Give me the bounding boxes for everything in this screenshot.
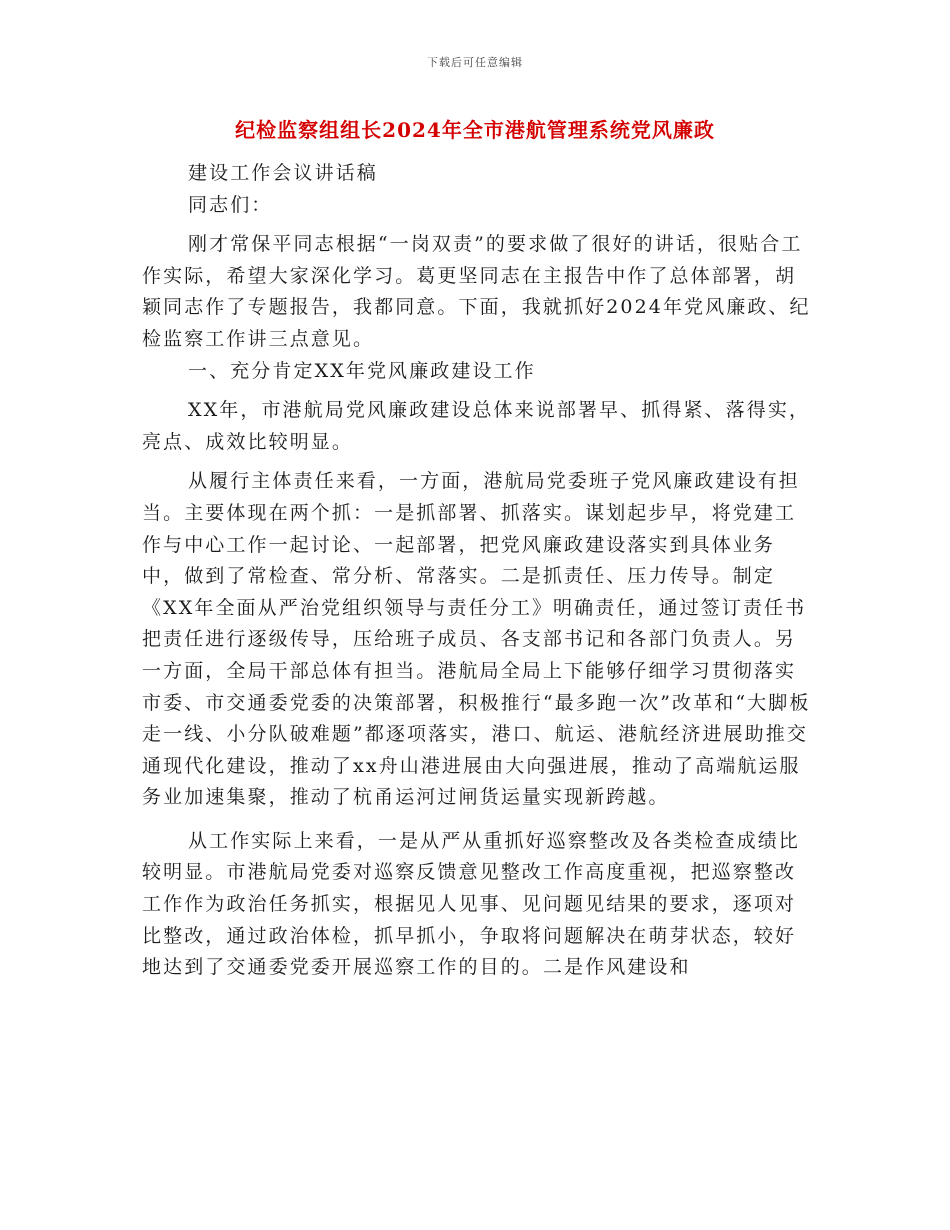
document-body: [142, 158, 812, 984]
header-note: 下载后可任意编辑: [427, 56, 523, 69]
document-subtitle: 建设工作会议讲话稿: [188, 162, 378, 184]
paragraph: XX年，市港航局党风廉政建设总体来说部署早、抓得紧、落得实，亮点、成效比较明显。: [142, 399, 811, 453]
paragraph: 从工作实际上来看，一是从严从重抓好巡察整改及各类检查成绩比较明显。市港航局党委对巡察反馈意见整改工作高度重视，把巡察整改工作作为政治任务抓实，根据见人见事、见问题见结果的要求，逐项对比整改，通过政治体检，抓早抓小，争取将问题解决在萌芽状态，较好地达到了交通委党委开展巡察工作的目的。二是作风建设和: [142, 829, 800, 979]
paragraph: 刚才常保平同志根据“一岗双责”的要求做了很好的讲话，很贴合工作实际，希望大家深化学习。葛更坚同志在主报告中作了总体部署，胡颖同志作了专题报告，我都同意。下面，我就抓好2024年党风廉政、纪检监察工作讲三点意见。: [142, 233, 811, 350]
section-heading: 一、充分肯定XX年党风廉政建设工作: [188, 359, 536, 382]
greeting: 同志们：: [188, 193, 273, 216]
document-title: 纪检监察组组长2024年全市港航管理系统党风廉政: [235, 118, 715, 142]
paragraph: 从履行主体责任来看，一方面，港航局党委班子党风廉政建设有担当。主要体现在两个抓：一是抓部署、抓落实。谋划起步早，将党建工作与中心工作一起讨论、一起部署，把党风廉政建设落实到具体业务中，做到了常检查、常分析、常落实。二是抓责任、压力传导。制定《XX年全面从严治党组织领导与责任分工》明确责任，通过签订责任书把责任进行逐级传导，压给班子成员、各支部书记和各部门负责人。另一方面，全局干部总体有担当。港航局全局上下能够仔细学习贯彻落实市委、市交通委党委的决策部署，积极推行“最多跑一次”改革和“大脚板走一线、小分队破难题”都逐项落实，港口、航运、港航经济进展助推交通现代化建设，推动了xx舟山港进展由大向强进展，推动了高端航运服务业加速集聚，推动了杭甬运河过闸货运量实现新跨越。: [142, 470, 811, 809]
